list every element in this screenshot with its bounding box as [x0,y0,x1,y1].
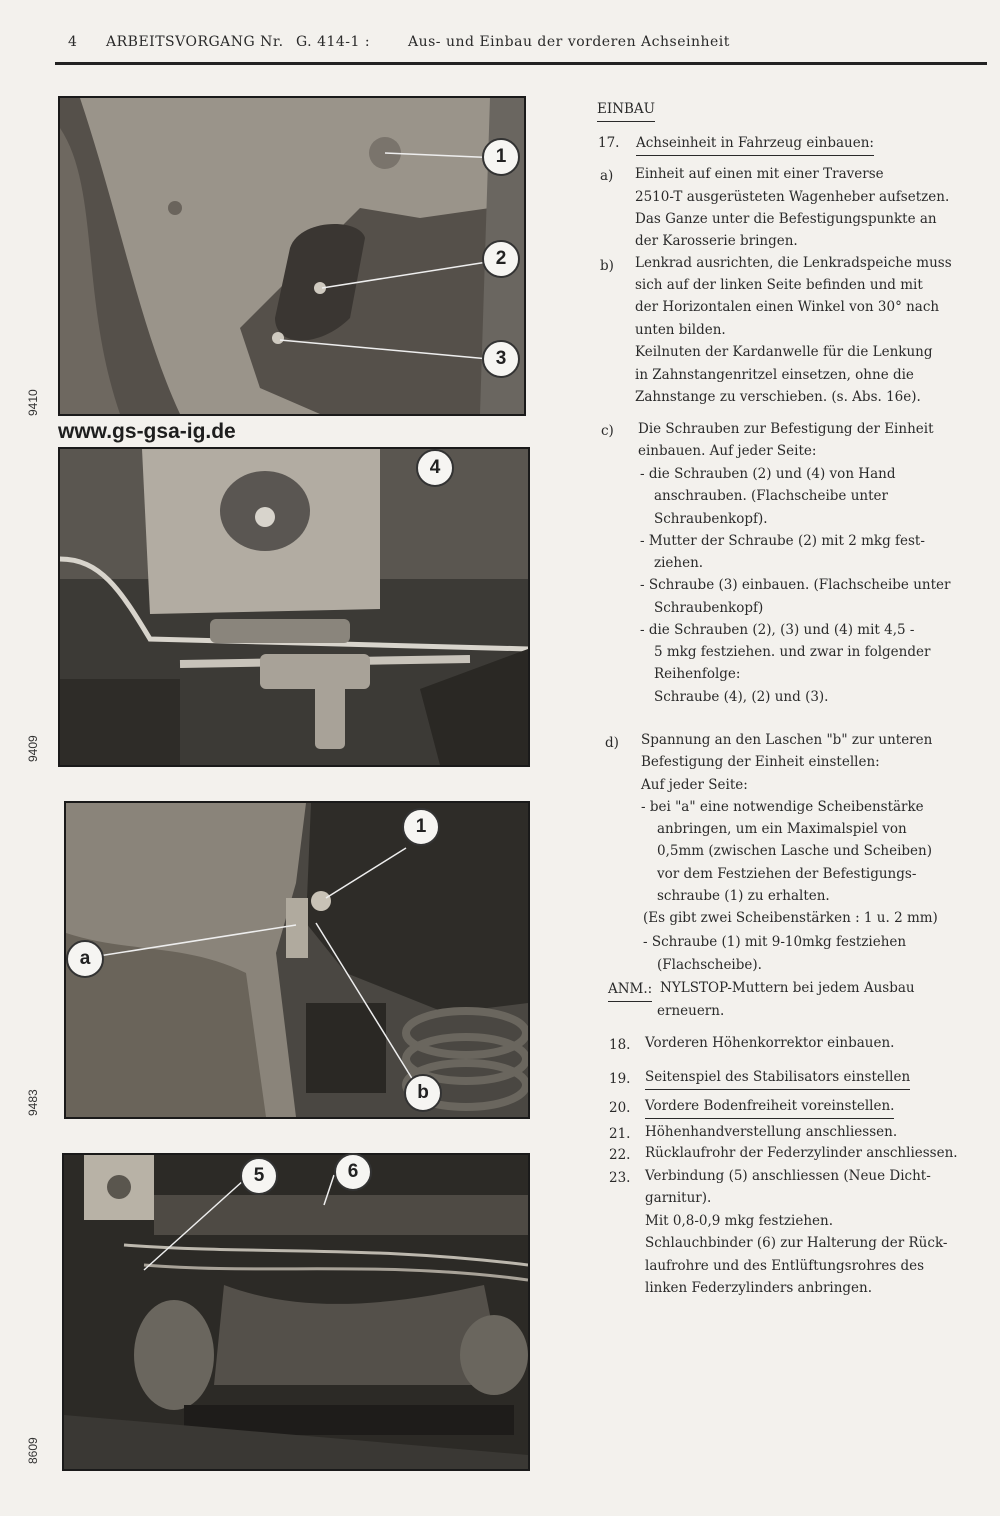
note-label: ANM.: [608,978,652,1002]
step-b-line: Lenkrad ausrichten, die Lenkradspeiche muss [635,255,952,271]
step-18: Vorderen Höhenkorrektor einbauen. [645,1035,895,1051]
header-rule [55,62,987,65]
procedure-code: G. 414-1 : [296,34,371,50]
step-d-line: (Es gibt zwei Scheibenstärken : 1 u. 2 mm) [643,910,938,926]
step-20-number: 20. [609,1100,631,1116]
photo-9410 [58,96,526,416]
step-b-line: Keilnuten der Kardanwelle für die Lenkung [635,344,933,360]
figure-number-9410: 9410 [26,389,40,416]
callout-3: 3 [482,340,520,378]
step-23-line: laufrohre und des Entlüftungsrohres des [645,1258,925,1274]
step-d-line: Auf jeder Seite: [641,777,748,793]
step-a-line: Das Ganze unter die Befestigungspunkte an [635,211,937,227]
step-21-number: 21. [609,1126,631,1142]
callout-6: 6 [334,1153,372,1191]
step-20: Vordere Bodenfreiheit voreinstellen. [645,1095,894,1119]
step-b-line: in Zahnstangenritzel einsetzen, ohne die [635,367,914,383]
page-header [60,30,986,64]
step-23-line: Mit 0,8-0,9 mkg festziehen. [645,1213,833,1229]
callout-5: 5 [240,1157,278,1195]
step-d-line: Befestigung der Einheit einstellen: [641,754,880,770]
page-number: 4 [68,34,78,50]
step-d-line: schraube (1) zu erhalten. [657,888,830,904]
step-d-line: Spannung an den Laschen "b" zur unteren [641,732,933,748]
step-b-line: sich auf der linken Seite befinden und mit [635,277,923,293]
step-21: Höhenhandverstellung anschliessen. [645,1124,898,1140]
step-23-number: 23. [609,1170,631,1186]
step-a-line: der Karosserie bringen. [635,233,798,249]
photo-8609 [62,1153,530,1471]
photo-9410-image [60,98,524,414]
step-c-label: c) [601,423,614,439]
step-c-line: 5 mkg festziehen. und zwar in folgender [654,644,931,660]
section-heading: EINBAU [597,98,655,122]
photo-9409 [58,447,530,767]
procedure-label: ARBEITSVORGANG Nr. [106,34,284,50]
photo-9483-image [66,803,528,1117]
step-a-label: a) [600,168,614,184]
step-b-label: b) [600,258,614,274]
step-22: Rücklaufrohr der Federzylinder anschliessen. [645,1145,958,1161]
page-title: Aus- und Einbau der vorderen Achseinheit [408,34,730,50]
note-line: NYLSTOP-Muttern bei jedem Ausbau [660,980,915,996]
step-c-line: - die Schrauben (2), (3) und (4) mit 4,5 - [640,622,915,638]
step-a-line: Einheit auf einen mit einer Traverse [635,166,884,182]
step-b-line: Zahnstange zu verschieben. (s. Abs. 16e). [635,389,921,405]
step-d-line: vor dem Festziehen der Befestigungs- [657,866,917,882]
step-c-line: - Mutter der Schraube (2) mit 2 mkg fest- [640,533,925,549]
step-c-line: ziehen. [654,555,704,571]
step-19-number: 19. [609,1071,631,1087]
callout-a: a [66,940,104,978]
step-c-line: - Schraube (3) einbauen. (Flachscheibe unter [640,577,951,593]
figure-number-9483: 9483 [26,1089,40,1116]
photo-8609-image [64,1155,528,1469]
step-c-line: Schraube (4), (2) und (3). [654,689,829,705]
step-23-line: garnitur). [645,1190,712,1206]
step-d-line: anbringen, um ein Maximalspiel von [657,821,907,837]
callout-b: b [404,1074,442,1112]
step-d-line: (Flachscheibe). [657,957,762,973]
step-c-line: Reihenfolge: [654,666,741,682]
photo-9483 [64,801,530,1119]
step-17-title: Achseinheit in Fahrzeug einbauen: [636,132,874,156]
callout-2: 2 [482,240,520,278]
figure-number-9409: 9409 [26,735,40,762]
step-c-line: Die Schrauben zur Befestigung der Einheit [638,421,934,437]
step-b-line: unten bilden. [635,322,726,338]
step-d-line: - bei "a" eine notwendige Scheibenstärke [641,799,924,815]
note-line: erneuern. [657,1003,725,1019]
step-17-number: 17. [598,135,620,151]
step-c-line: einbauen. Auf jeder Seite: [638,443,817,459]
callout-1: 1 [482,138,520,176]
figure-number-8609: 8609 [26,1437,40,1464]
step-22-number: 22. [609,1147,631,1163]
step-c-line: - die Schrauben (2) und (4) von Hand [640,466,896,482]
photo-9409-image [60,449,528,765]
step-19: Seitenspiel des Stabilisators einstellen [645,1066,910,1090]
watermark-url: www.gs-gsa-ig.de [58,420,236,443]
step-23-line: Schlauchbinder (6) zur Halterung der Rück- [645,1235,948,1251]
step-23-line: linken Federzylinders anbringen. [645,1280,873,1296]
step-18-number: 18. [609,1037,631,1053]
step-c-line: anschrauben. (Flachscheibe unter [654,488,888,504]
step-c-line: Schraubenkopf) [654,600,764,616]
step-23-line: Verbindung (5) anschliessen (Neue Dicht- [645,1168,931,1184]
step-b-line: der Horizontalen einen Winkel von 30° nach [635,299,940,315]
step-a-line: 2510-T ausgerüsteten Wagenheber aufsetzen. [635,189,950,205]
callout-1-lower: 1 [402,808,440,846]
step-d-line: - Schraube (1) mit 9-10mkg festziehen [643,934,907,950]
step-d-line: 0,5mm (zwischen Lasche und Scheiben) [657,843,932,859]
step-c-line: Schraubenkopf). [654,511,768,527]
callout-4: 4 [416,449,454,487]
step-d-label: d) [605,735,619,751]
